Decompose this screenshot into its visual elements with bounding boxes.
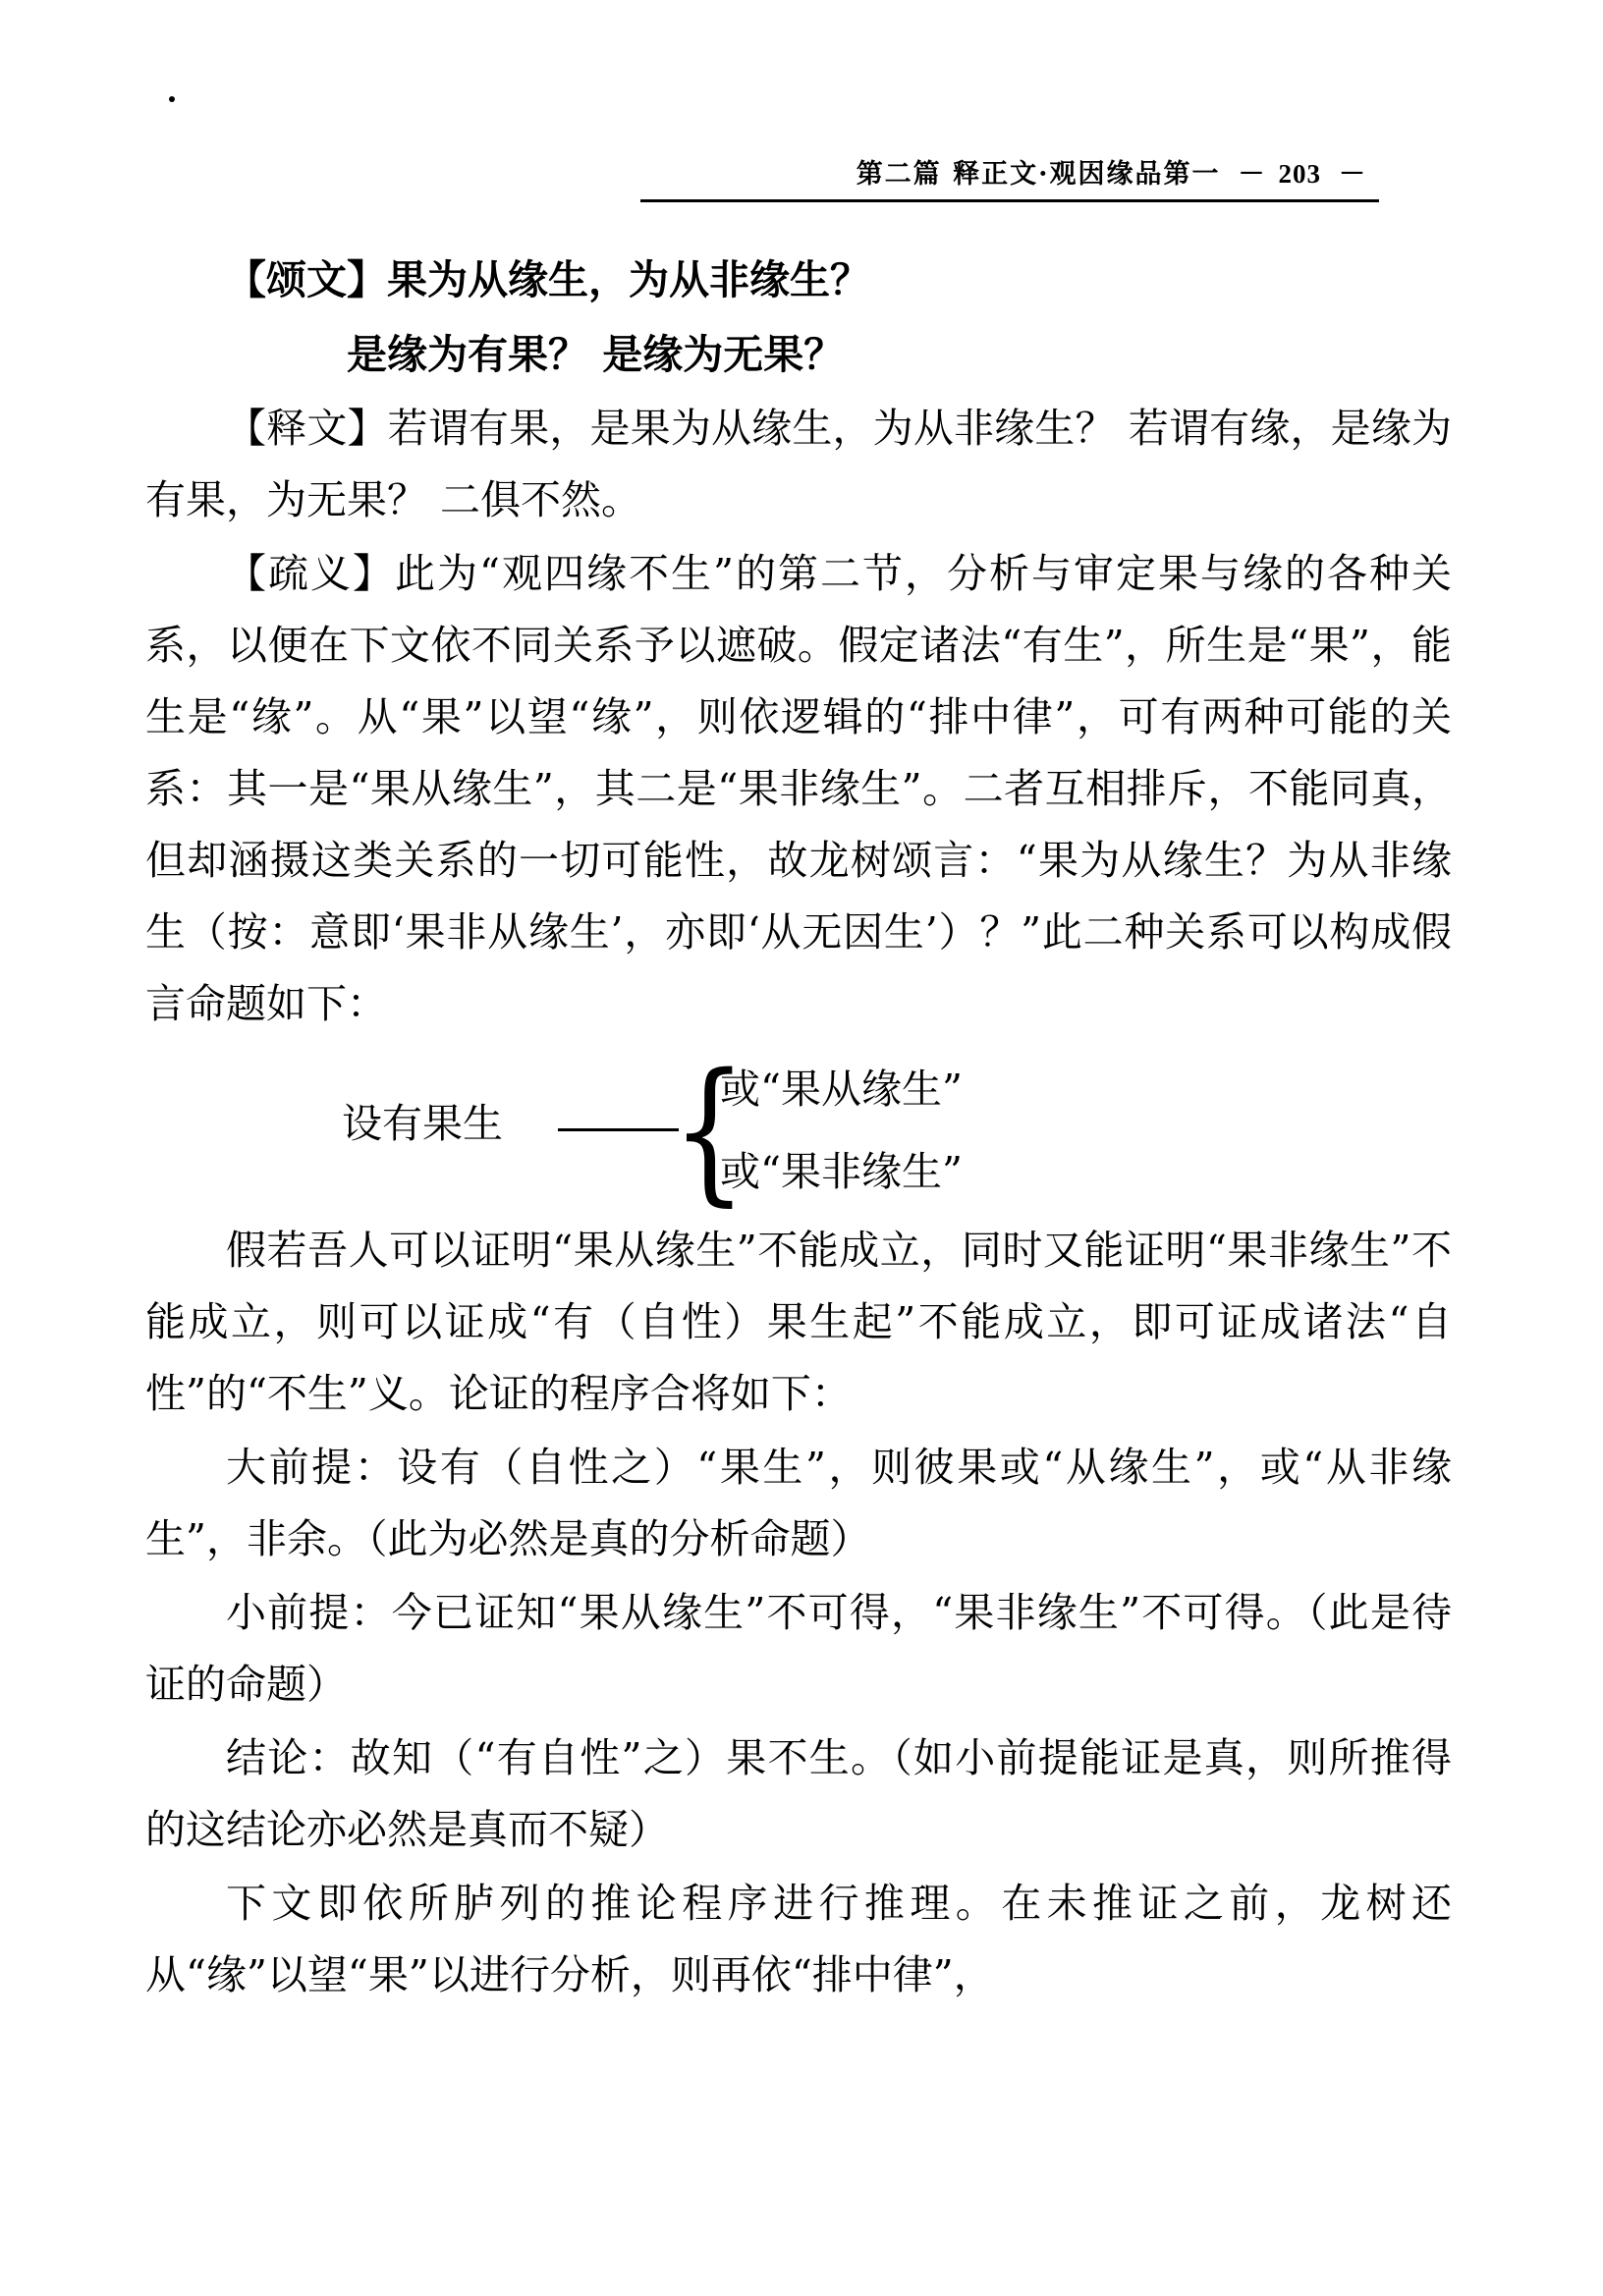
paragraph-shuyi: 【疏义】此为“观四缘不生”的第二节，分析与审定果与缘的各种关系，以便在下文依不同关系予以遮破。假定诸法“有生”，所生是“果”，能生是“缘”。从“果”以望“缘”，则依逻辑的“排中律”，可有两种可能的关系：其一是“果从缘生”，其二是“果非缘生”。二者互相排斥，不能同真，但却涵摄这类关系的一切可能性，故龙树颂言：“果为从缘生？为从非缘生（按：意即‘果非从缘生’，亦即‘从无因生’）？”此二种关系可以构成假言命题如下： bbox=[145, 550, 1452, 1027]
diagram-brace: { bbox=[672, 1041, 747, 1222]
paragraph-next: 下文即依所胪列的推论程序进行推理。在未推证之前，龙树还从“缘”以望“果”以进行分析，则再依“排中律”， bbox=[145, 1880, 1452, 1998]
paragraph-major-premise: 大前提：设有（自性之）“果生”，则彼果或“从缘生”，或“从非缘生”，非余。（此为必然是真的分析命题） bbox=[145, 1444, 1452, 1562]
diagram-branch-2: 或“果非缘生” bbox=[720, 1148, 963, 1195]
header-rule bbox=[640, 199, 1379, 202]
header-title: 第二篇 释正文·观因缘品第一 bbox=[856, 159, 1221, 190]
verse-line-1: 【颂文】果为从缘生，为从非缘生？ bbox=[226, 256, 870, 303]
header-separator-left: － bbox=[1238, 159, 1265, 189]
diagram-branch-1: 或“果从缘生” bbox=[720, 1066, 963, 1113]
paragraph-shiwen: 【释文】若谓有果，是果为从缘生，为从非缘生？ 若谓有缘，是缘为有果，为无果？ 二俱不然。 bbox=[145, 405, 1452, 523]
page-corner-mark bbox=[169, 96, 175, 102]
page-body bbox=[145, 244, 1452, 2013]
verse-line-2: 是缘为有果？ 是缘为无果？ bbox=[347, 331, 845, 378]
paragraph-minor-premise: 小前提：今已证知“果从缘生”不可得，“果非缘生”不可得。（此是待证的命题） bbox=[145, 1589, 1452, 1708]
brace-diagram bbox=[145, 1041, 1452, 1222]
paragraph-conclusion: 结论：故知（“有自性”之）果不生。（如小前提能证是真，则所推得的这结论亦必然是真而不疑） bbox=[145, 1734, 1452, 1853]
diagram-label: 设有果生 bbox=[342, 1100, 503, 1147]
paragraph-proof: 假若吾人可以证明“果从缘生”不能成立，同时又能证明“果非缘生”不能成立，则可以证成“有（自性）果生起”不能成立，即可证成诸法“自性”的“不生”义。论证的程序合将如下： bbox=[145, 1227, 1452, 1417]
page-number: 203 bbox=[1278, 159, 1321, 189]
page-header bbox=[0, 152, 1603, 207]
diagram-dash bbox=[558, 1128, 679, 1131]
header-separator-right: － bbox=[1339, 159, 1365, 189]
